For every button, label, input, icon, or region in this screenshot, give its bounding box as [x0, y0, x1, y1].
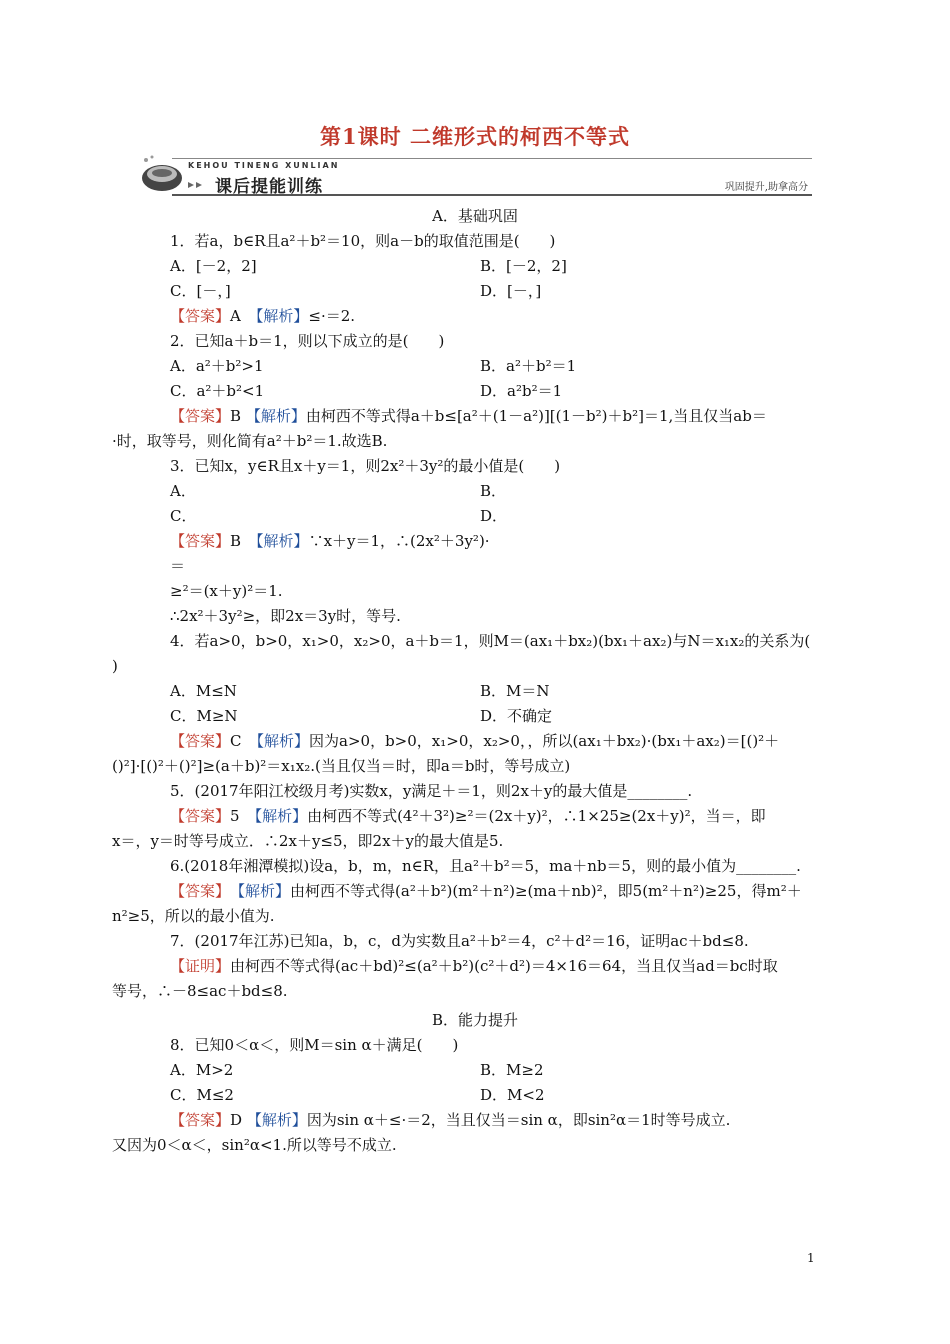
text-segment: A．M>2 — [170, 1061, 234, 1079]
text-segment: n²≥5，所以的最小值为. — [112, 907, 275, 925]
answer-tag: 【答案】 — [170, 307, 231, 325]
text-segment: A． — [170, 482, 196, 500]
text-line — [112, 756, 570, 776]
text-segment: 由柯西不等式得(a²＋b²)(m²＋n²)≥(ma＋nb)²，即5(m²＋n²)≥25，得m²＋ — [290, 882, 802, 900]
text-segment: 6.(2018年湘潭模拟)设a，b，m，n∈R，且a²＋b²＝5，ma＋nb＝5，则的最小值为________. — [170, 857, 801, 875]
text-line — [480, 1060, 544, 1080]
page-number: 1 — [807, 1251, 815, 1265]
text-segment: B． — [480, 482, 507, 500]
analysis-tag: 【解析】 — [246, 1111, 307, 1129]
text-segment: B — [230, 532, 257, 550]
text-line — [112, 431, 387, 451]
text-line — [480, 356, 576, 376]
text-segment: 4．若a>0，b>0，x₁>0，x₂>0，a＋b＝1，则M＝(ax₁＋bx₂)(bx₁＋ax₂)与N＝x₁x₂的关系为( — [170, 632, 811, 650]
text-line — [112, 831, 503, 851]
text-segment: 1．若a，b∈R且a²＋b²＝10，则a－b的取值范围是( ) — [170, 232, 556, 250]
text-segment: D — [230, 1111, 247, 1129]
text-line — [170, 881, 802, 901]
text-line — [170, 1035, 458, 1055]
text-segment: ≥²＝(x＋y)²＝1. — [170, 582, 283, 600]
text-segment: D． — [480, 507, 508, 525]
answer-tag: 【证明】 — [170, 957, 231, 975]
answer-tag: 【答案】 — [170, 807, 231, 825]
text-segment: x＝，y＝时等号成立．∴2x＋y≤5，即2x＋y的最大值是5. — [112, 832, 504, 850]
text-segment: 由柯西不等式(4²＋3²)≥²＝(2x＋y)²，∴1×25≥(2x＋y)²，当＝，即 — [307, 807, 766, 825]
text-line — [480, 706, 552, 726]
text-segment: C．[－，] — [170, 282, 231, 300]
text-segment: C．M≤2 — [170, 1086, 234, 1104]
text-segment: D．a²b²＝1 — [480, 382, 563, 400]
text-line — [170, 406, 767, 426]
text-segment: 5．(2017年阳江校级月考)实数x，y满足＋＝1，则2x＋y的最大值是________. — [170, 782, 693, 800]
text-segment: ∵x＋y＝1，∴(2x²＋3y²)· — [308, 532, 490, 550]
page-title: 第1课时 二维形式的柯西不等式 — [320, 124, 630, 149]
text-segment: ＝ — [170, 557, 186, 575]
analysis-tag: 【解析】 — [237, 882, 291, 900]
text-segment: ·时，取等号，则化简有a²＋b²＝1.故选B. — [112, 432, 388, 450]
text-segment: 因为sin α＋≤·＝2，当且仅当＝sin α，即sin²α＝1时等号成立. — [306, 1111, 731, 1129]
text-segment: B．M≥2 — [480, 1061, 544, 1079]
text-segment: ≤·＝2. — [308, 307, 356, 325]
text-line — [170, 531, 490, 551]
analysis-tag: 【解析】 — [255, 307, 309, 325]
text-line — [170, 356, 264, 376]
text-segment: A．a²＋b²>1 — [170, 357, 264, 375]
text-line — [480, 1085, 545, 1105]
text-segment: 等号，∴－8≤ac＋bd≤8. — [112, 982, 288, 1000]
text-segment: 因为a>0，b>0，x₁>0，x₂>0，，所以(ax₁＋bx₂)·(bx₁＋ax₂)＝[()²＋ — [309, 732, 780, 750]
text-segment: 7．(2017年江苏)已知a，b，c，d为实数且a²＋b²＝4，c²＋d²＝16，证明ac＋bd≤8. — [170, 932, 749, 950]
text-line — [170, 281, 231, 301]
text-line — [170, 556, 185, 576]
text-segment: A．[－2，2] — [170, 257, 257, 275]
text-segment: B．能力提升 — [431, 1011, 519, 1029]
answer-tag: 【答案】 — [170, 732, 231, 750]
text-line — [170, 256, 257, 276]
text-line — [170, 631, 810, 651]
text-line — [170, 706, 238, 726]
text-line — [112, 1135, 397, 1155]
text-line — [480, 281, 541, 301]
banner-slogan: 巩固提升,助拿高分 — [724, 182, 808, 193]
analysis-tag: 【解析】 — [256, 732, 310, 750]
text-segment: C．M≥N — [170, 707, 238, 725]
text-segment: ()²]·[()²＋()²]≥(a＋b)²＝x₁x₂.(当且仅当＝时，即a＝b时，等号成立) — [112, 757, 571, 775]
text-line — [170, 1060, 233, 1080]
text-segment: B．[－2，2] — [480, 257, 567, 275]
text-line — [112, 656, 118, 676]
text-line — [170, 1085, 234, 1105]
banner-bottom-rule — [172, 194, 812, 196]
text-line — [170, 681, 237, 701]
text-line — [170, 306, 355, 326]
text-segment: 3．已知x，y∈R且x＋y＝1，则2x²＋3y²的最小值是( ) — [170, 457, 561, 475]
text-segment: A．基础巩固 — [432, 207, 518, 225]
text-segment: D．[－，] — [480, 282, 542, 300]
analysis-tag: 【解析】 — [254, 807, 308, 825]
analysis-tag: 【解析】 — [245, 407, 306, 425]
text-segment: 由柯西不等式得(ac＋bd)²≤(a²＋b²)(c²＋d²)＝4×16＝64，当且仅当ad＝bc时取 — [230, 957, 778, 975]
text-segment: 5 — [230, 807, 255, 825]
answer-tag: 【答案】 — [170, 532, 231, 550]
text-line — [480, 381, 562, 401]
banner-emblem-icon — [138, 154, 218, 194]
answer-tag: 【答案】 — [170, 882, 223, 900]
text-line — [170, 581, 283, 601]
banner-label: 课后提能训练 — [215, 177, 323, 197]
text-line — [170, 506, 196, 526]
text-segment: D．不确定 — [480, 707, 553, 725]
text-line — [170, 931, 749, 951]
text-segment: B．M＝N — [480, 682, 550, 700]
banner-top-rule — [172, 158, 812, 159]
text-segment: C． — [170, 507, 197, 525]
text-line — [170, 456, 560, 476]
text-line — [0, 1010, 950, 1030]
banner-pinyin: KEHOU TINENG XUNLIAN — [188, 161, 340, 170]
analysis-tag: 【解析】 — [256, 532, 309, 550]
text-line — [480, 481, 506, 501]
text-line — [170, 806, 766, 826]
text-line — [170, 1110, 730, 1130]
text-segment: ∴2x²＋3y²≥，即2x＝3y时，等号. — [170, 607, 401, 625]
text-segment: 2．已知a＋b＝1，则以下成立的是( ) — [170, 332, 445, 350]
text-line — [170, 731, 779, 751]
text-segment: 又因为0＜α＜，sin²α<1.所以等号不成立. — [112, 1136, 397, 1154]
text-line — [170, 856, 801, 876]
text-line — [112, 981, 288, 1001]
text-segment: A．M≤N — [170, 682, 237, 700]
text-line — [170, 781, 692, 801]
text-segment: B．a²＋b²＝1 — [480, 357, 577, 375]
text-segment: ) — [112, 657, 118, 675]
text-line — [480, 681, 550, 701]
text-line — [170, 481, 196, 501]
text-segment: B — [230, 407, 246, 425]
answer-tag: 【答案】 — [170, 1111, 231, 1129]
text-line — [112, 906, 275, 926]
answer-tag: 【答案】 — [170, 407, 231, 425]
text-segment: A — [230, 307, 256, 325]
text-line — [480, 256, 567, 276]
text-line — [170, 231, 555, 251]
text-segment: C — [230, 732, 257, 750]
text-line — [170, 331, 444, 351]
text-segment: 8．已知0＜α＜，则M＝sin α＋满足( ) — [170, 1036, 459, 1054]
text-segment: 由柯西不等式得a＋b≤[a²＋(1－a²)][(1－b²)＋b²]＝1,当且仅当ab＝ — [305, 407, 767, 425]
text-line — [0, 206, 950, 226]
text-segment — [223, 882, 238, 900]
section-banner — [112, 152, 812, 198]
text-segment: D．M<2 — [480, 1086, 545, 1104]
text-line — [170, 606, 401, 626]
text-line — [170, 956, 778, 976]
text-line — [170, 381, 264, 401]
text-segment: C．a²＋b²<1 — [170, 382, 265, 400]
text-line — [480, 506, 507, 526]
